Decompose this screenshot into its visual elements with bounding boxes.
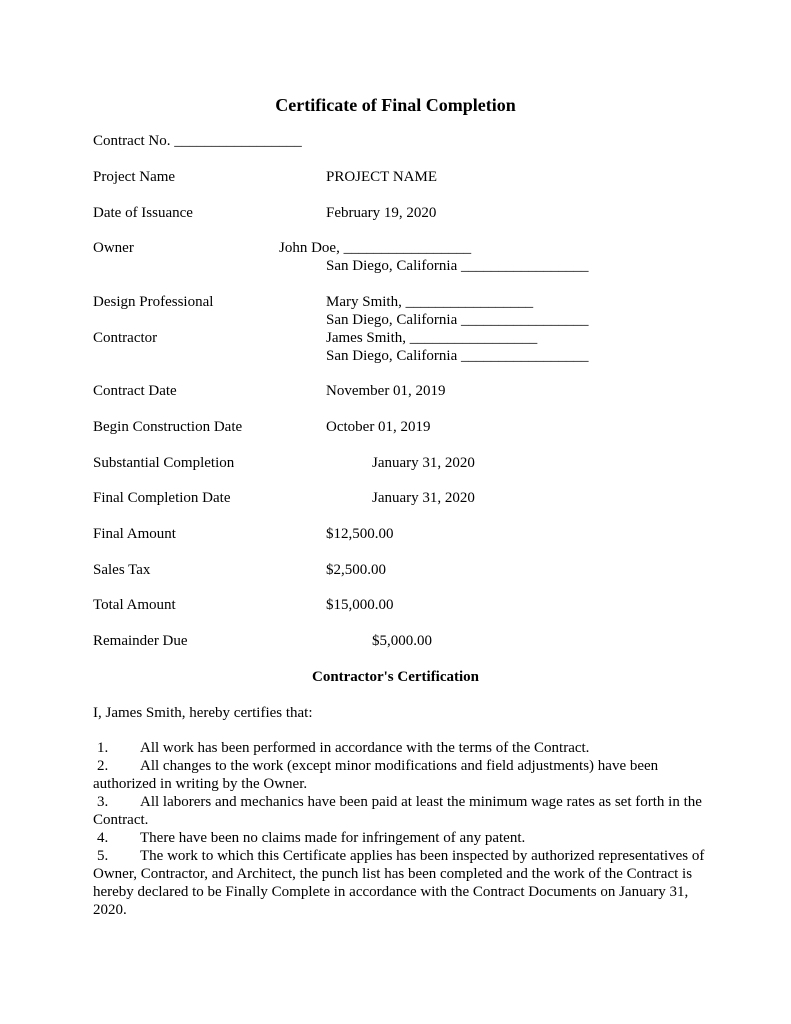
design-professional-address-line: San Diego, California _________________ [326,312,589,328]
project-name-label: Project Name [93,169,176,185]
remainder-due-label: Remainder Due [93,633,188,649]
final-completion-date-value: January 31, 2020 [372,490,475,506]
final-amount-value: $12,500.00 [326,526,394,542]
owner-label: Owner [93,240,134,256]
certification-item [93,757,705,793]
total-amount-value: $15,000.00 [326,597,394,613]
contract-date-label: Contract Date [93,383,177,399]
certification-list [93,739,705,919]
contractor-address-line: San Diego, California _________________ [326,348,589,364]
remainder-due-value: $5,000.00 [372,633,432,649]
total-amount-label: Total Amount [93,597,176,613]
certification-item [93,739,705,757]
substantial-completion-value: January 31, 2020 [372,455,475,471]
date-of-issuance-value: February 19, 2020 [326,205,437,221]
certification-item [93,829,705,847]
certification-item [93,793,705,829]
final-completion-date-label: Final Completion Date [93,490,231,506]
contract-number: Contract No. _________________ [93,133,302,149]
item-number: 5. [97,848,109,864]
item-number: 4. [97,830,109,846]
document-title: Certificate of Final Completion [275,95,516,115]
item-number: 3. [97,794,109,810]
begin-construction-date-label: Begin Construction Date [93,419,243,435]
item-number: 1. [97,740,109,756]
certification-intro: I, James Smith, hereby certifies that: [93,705,313,721]
item-text: All laborers and mechanics have been paid at least the minimum wage rates as set forth in the Contract. [93,794,702,828]
design-professional-label: Design Professional [93,294,214,310]
item-text: There have been no claims made for infringement of any patent. [140,830,526,846]
date-of-issuance-label: Date of Issuance [93,205,193,221]
owner-name-line: John Doe, _________________ [279,240,472,256]
substantial-completion-label: Substantial Completion [93,455,235,471]
item-text: All changes to the work (except minor modifications and field adjustments) have been authorized in writing by the Owner. [93,758,659,792]
item-text: All work has been performed in accordance with the terms of the Contract. [140,740,590,756]
item-text: The work to which this Certificate applies has been inspected by authorized representatives of Owner, Contractor, and Architect, the punch list has been completed and the work of the Contract is hereby declared to be Finally Complete in accordance with the Contract Documents on January 31, 2020. [93,848,705,918]
final-amount-label: Final Amount [93,526,176,542]
contract-date-value: November 01, 2019 [326,383,446,399]
contractor-label: Contractor [93,330,158,346]
design-professional-name-line: Mary Smith, _________________ [326,294,534,310]
certification-item [93,847,705,919]
certification-heading: Contractor's Certification [311,669,480,685]
owner-address-line: San Diego, California _________________ [326,258,589,274]
sales-tax-label: Sales Tax [93,562,151,578]
sales-tax-value: $2,500.00 [326,562,386,578]
project-name-value: PROJECT NAME [326,169,437,185]
item-number: 2. [97,758,109,774]
contractor-name-line: James Smith, _________________ [326,330,538,346]
begin-construction-date-value: October 01, 2019 [326,419,431,435]
